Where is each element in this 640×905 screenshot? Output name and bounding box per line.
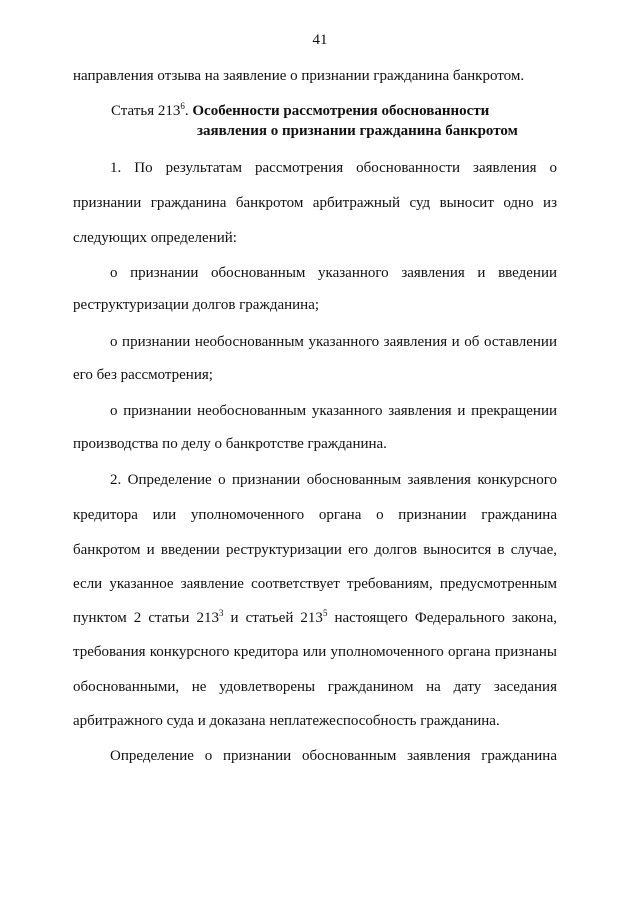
paragraph-2-line: требования конкурсного кредитора или уполномоченного органа признаны — [73, 644, 557, 660]
paragraph-2-line: если указанное заявление соответствует требованиям, предусмотренным — [73, 576, 557, 592]
paragraph-1-line: 1. По результатам рассмотрения обоснованности заявления о — [110, 160, 557, 176]
paragraph-2-line: обоснованными, не удовлетворены гражданином на дату заседания — [73, 679, 557, 695]
option-2-line: о признании необоснованным указанного заявления и об оставлении — [110, 334, 557, 350]
paragraph-2-line: банкротом и введении реструктуризации его долгов выносится в случае, — [73, 542, 557, 558]
paragraph-1-line: следующих определений: — [73, 230, 237, 246]
option-3-line: производства по делу о банкротстве гражданина. — [73, 436, 387, 452]
paragraph-3-line: Определение о признании обоснованным заявления гражданина — [110, 748, 557, 764]
option-3-line: о признании необоснованным указанного заявления и прекращении — [110, 403, 557, 419]
paragraph-2-line: 2. Определение о признании обоснованным заявления конкурсного — [110, 472, 557, 488]
intro-line: направления отзыва на заявление о признании гражданина банкротом. — [73, 68, 525, 84]
paragraph-1-line: признании гражданина банкротом арбитражный суд выносит одно из — [73, 195, 557, 211]
paragraph-2-line: кредитора или уполномоченного органа о признании гражданина — [73, 507, 557, 523]
paragraph-2-line-with-references: пунктом 2 статьи $213^3$ и статьей $213^5$ настоящего Федерального закона, — [73, 608, 557, 626]
option-2-line: его без рассмотрения; — [73, 367, 213, 383]
article-title-line-1: Особенности рассмотрения обоснованности — [192, 103, 490, 119]
article-title-line-2: заявления о признании гражданина банкротом — [197, 123, 518, 139]
page-number: 41 — [312, 32, 328, 48]
article-number: Статья $213^6$. — [111, 101, 189, 119]
article-heading-line-1 — [111, 101, 489, 121]
paragraph-2-line: арбитражного суда и доказана неплатежеспособность гражданина. — [73, 713, 500, 729]
article-heading-line-2 — [197, 121, 518, 141]
option-1-line: реструктуризации долгов гражданина; — [73, 297, 320, 313]
option-1-line: о признании обоснованным указанного заявления и введении — [110, 265, 557, 281]
